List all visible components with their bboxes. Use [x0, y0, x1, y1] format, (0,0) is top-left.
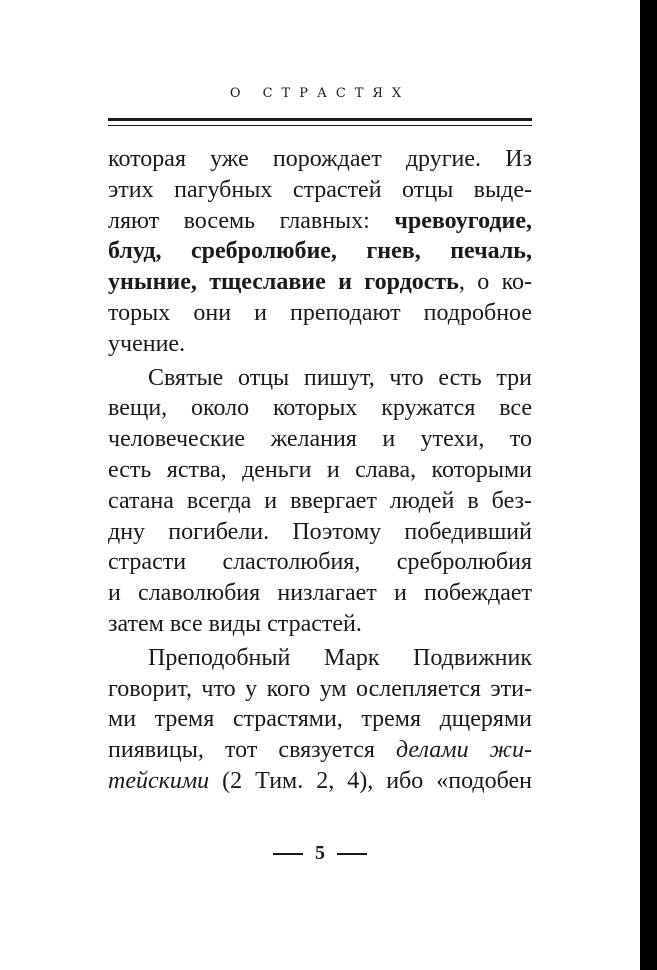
folio-dash-left [273, 853, 303, 855]
text-line: торых они и преподают подробное [108, 299, 532, 326]
text-line: учение. [108, 330, 186, 357]
italic-text-run: делами жи- [396, 737, 532, 764]
text-line: страсти сластолюбия, сребролюбия [108, 549, 532, 576]
text-line: сатана всегда и ввергает людей в без- [108, 487, 532, 514]
page-number: 5 [315, 842, 325, 864]
bold-text-run: уныние, тщеславие и гордость [108, 269, 459, 296]
text-line: говорит, что у кого ум ослепляется эти- [108, 675, 532, 702]
bold-text-run: чревоугодие, [394, 207, 532, 234]
text-line: Святые отцы пишут, что есть три [148, 364, 532, 391]
header-rule-thick [108, 118, 532, 121]
text-run: ляют восемь главных: [108, 207, 395, 234]
text-line: вещи, около которых кружатся все [108, 395, 532, 422]
italic-text-run: тейскими [108, 767, 210, 794]
body-text [108, 144, 532, 797]
header-rule-thin [108, 125, 532, 126]
text-line [108, 267, 532, 298]
text-line [108, 735, 532, 766]
text-line: есть яства, деньги и слава, которыми [108, 456, 532, 483]
text-line: которая уже порождает другие. Из [108, 146, 532, 172]
text-line [108, 206, 532, 237]
text-run: , о ко- [458, 269, 532, 296]
text-run: (2 Тим. 2, 4), ибо «подобен [209, 767, 532, 794]
text-line [108, 766, 532, 797]
text-line: человеческие желания и утехи, то [108, 426, 532, 453]
page-number-footer [108, 842, 532, 865]
folio-dash-right [337, 853, 367, 855]
text-line: ми тремя страстями, тремя дщерями [108, 706, 532, 733]
text-line: этих пагубных страстей отцы выде- [108, 176, 532, 203]
text-run: пиявицы, тот связуется [108, 737, 396, 764]
text-line: и славолюбия низлагает и побеждает [108, 580, 532, 607]
running-head: О СТРАСТЯХ [229, 86, 411, 101]
text-line: блуд, сребролюбие, гнев, печаль, [108, 238, 532, 265]
text-line: Преподобный Марк Подвижник [148, 644, 532, 671]
text-line: затем все виды страстей. [108, 610, 362, 637]
text-line: дну погибели. Поэтому победивший [108, 518, 532, 545]
